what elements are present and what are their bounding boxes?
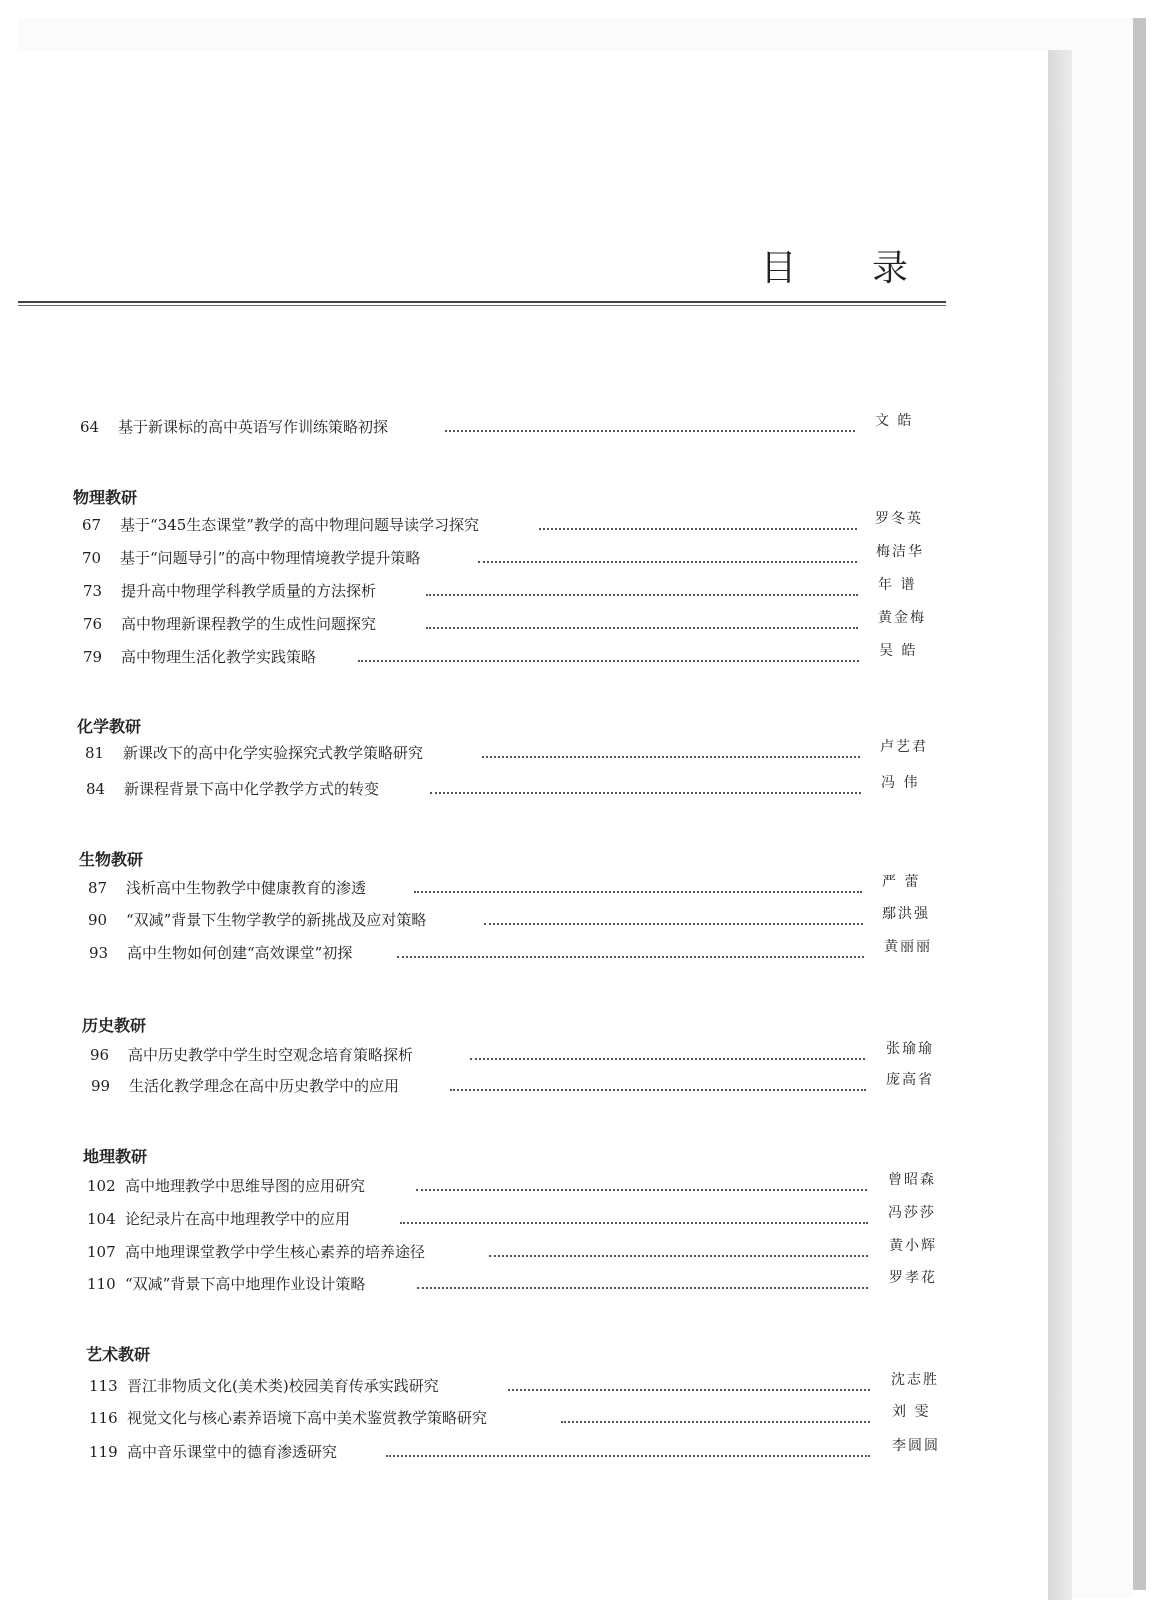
toc-entry (88, 906, 952, 930)
dot-leader (539, 528, 857, 530)
entry-page-number: 96 (90, 1046, 110, 1064)
entry-author: 严 蕾 (882, 874, 921, 890)
entry-title: 高中地理课堂教学中学生核心素养的培养途径 (125, 1243, 426, 1261)
toc-entry (86, 775, 951, 799)
dot-leader (358, 660, 859, 662)
entry-author: 年 谱 (878, 577, 917, 593)
entry-author: 卢艺君 (880, 739, 928, 755)
entry-title: 新课程背景下高中化学教学方式的转变 (124, 780, 380, 798)
entry-author: 庞高省 (886, 1072, 934, 1088)
entry-author: 沈志胜 (891, 1372, 939, 1388)
entry-author: 李圆圆 (892, 1438, 940, 1454)
dot-leader (561, 1421, 870, 1423)
section-heading: 生物教研 (79, 850, 144, 869)
entry-title: 高中音乐课堂中的德育渗透研究 (127, 1443, 338, 1461)
dot-leader (450, 1089, 866, 1091)
entry-page-number: 104 (87, 1210, 116, 1228)
dot-leader (470, 1058, 865, 1060)
entry-title: 新课改下的高中化学实验探究式教学策略研究 (123, 744, 424, 762)
toc-entry (82, 544, 946, 568)
entry-page-number: 119 (89, 1443, 118, 1461)
toc-entry (83, 643, 949, 667)
toc-entry (80, 413, 945, 437)
dot-leader (484, 923, 863, 925)
entry-title: 基于“345生态课堂”教学的高中物理问题导读学习探究 (120, 516, 479, 534)
toc-entry (89, 1438, 962, 1462)
dot-leader (416, 1189, 867, 1191)
entry-page-number: 93 (89, 944, 109, 962)
entry-page-number: 84 (86, 780, 106, 798)
toc-entry (90, 1041, 956, 1065)
toc-entry (83, 610, 948, 634)
dot-leader (445, 430, 855, 432)
dot-leader (482, 756, 860, 758)
toc-entry (83, 577, 948, 601)
entry-author: 曾昭森 (888, 1172, 936, 1188)
entry-page-number: 81 (85, 744, 105, 762)
entry-author: 黄金梅 (878, 610, 926, 626)
entry-author: 张瑜瑜 (886, 1041, 934, 1057)
toc-entry (87, 1270, 959, 1294)
entry-author: 罗孝花 (889, 1270, 937, 1286)
dot-leader (489, 1255, 868, 1257)
entry-author: 文 皓 (875, 413, 914, 429)
entry-author: 冯莎莎 (888, 1205, 936, 1221)
entry-title: “双减”背景下生物学教学的新挑战及应对策略 (126, 911, 427, 929)
entry-page-number: 64 (80, 418, 100, 436)
entry-title: 高中历史教学中学生时空观念培育策略探析 (128, 1046, 414, 1064)
toc-entry (88, 874, 952, 898)
entry-author: 罗冬英 (875, 511, 923, 527)
toc-entry (89, 939, 954, 963)
entry-title: 论纪录片在高中地理教学中的应用 (125, 1210, 351, 1228)
entry-page-number: 70 (82, 549, 102, 567)
page-edge-shadow (1048, 50, 1072, 1600)
section-heading: 艺术教研 (86, 1345, 151, 1364)
entry-page-number: 99 (91, 1077, 111, 1095)
entry-page-number: 67 (82, 516, 102, 534)
entry-title: 视觉文化与核心素养语境下高中美术鉴赏教学策略研究 (127, 1409, 488, 1427)
entry-title: 高中地理教学中思维导图的应用研究 (125, 1177, 366, 1195)
toc-entry (87, 1172, 958, 1196)
entry-author: 黄丽丽 (884, 939, 932, 955)
entry-title: 浅析高中生物教学中健康教育的渗透 (126, 879, 367, 897)
entry-author: 黄小辉 (889, 1238, 937, 1254)
entry-title: 提升高中物理学科教学质量的方法探析 (121, 582, 377, 600)
entry-title: 基于“问题导引”的高中物理情境教学提升策略 (120, 549, 421, 567)
title-rule (18, 301, 946, 306)
dot-leader (414, 891, 862, 893)
entry-title: 晋江非物质文化(美术类)校园美育传承实践研究 (127, 1377, 439, 1395)
entry-author: 冯 伟 (881, 775, 920, 791)
entry-page-number: 107 (87, 1243, 116, 1261)
entry-title: 基于新课标的高中英语写作训练策略初探 (118, 418, 389, 436)
entry-page-number: 116 (89, 1409, 118, 1427)
entry-title: 高中物理生活化教学实践策略 (121, 648, 317, 666)
entry-page-number: 113 (89, 1377, 118, 1395)
toc-entry (89, 1404, 962, 1428)
entry-page-number: 90 (88, 911, 108, 929)
entry-page-number: 102 (87, 1177, 116, 1195)
entry-author: 吴 皓 (879, 643, 918, 659)
entry-page-number: 79 (83, 648, 103, 666)
toc-entry (89, 1372, 961, 1396)
entry-author: 鄢洪强 (882, 906, 930, 922)
entry-title: 高中生物如何创建“高效课堂”初探 (127, 944, 353, 962)
dot-leader (397, 956, 864, 958)
entry-author: 梅洁华 (876, 544, 924, 560)
entry-author: 刘 雯 (892, 1404, 931, 1420)
dot-leader (426, 627, 858, 629)
dot-leader (386, 1455, 870, 1457)
entry-title: “双减”背景下高中地理作业设计策略 (125, 1275, 366, 1293)
dot-leader (430, 792, 861, 794)
dot-leader (478, 561, 857, 563)
entry-page-number: 87 (88, 879, 108, 897)
dot-leader (417, 1287, 868, 1289)
dot-leader (400, 1222, 868, 1224)
section-heading: 物理教研 (73, 488, 138, 507)
section-heading: 地理教研 (83, 1147, 148, 1166)
section-heading: 化学教研 (77, 717, 142, 736)
page-title: 目 录 (760, 248, 940, 289)
entry-page-number: 73 (83, 582, 103, 600)
scan-margin (0, 0, 1163, 18)
dot-leader (426, 594, 858, 596)
toc-entry (82, 511, 945, 535)
entry-title: 高中物理新课程教学的生成性问题探究 (121, 615, 377, 633)
dot-leader (508, 1389, 870, 1391)
toc-entry (87, 1238, 959, 1262)
section-heading: 历史教研 (82, 1016, 147, 1035)
toc-entry (87, 1205, 958, 1229)
entry-page-number: 76 (83, 615, 103, 633)
toc-entry (91, 1072, 956, 1096)
entry-page-number: 110 (87, 1275, 116, 1293)
entry-title: 生活化教学理念在高中历史教学中的应用 (129, 1077, 400, 1095)
toc-entry (85, 739, 950, 763)
